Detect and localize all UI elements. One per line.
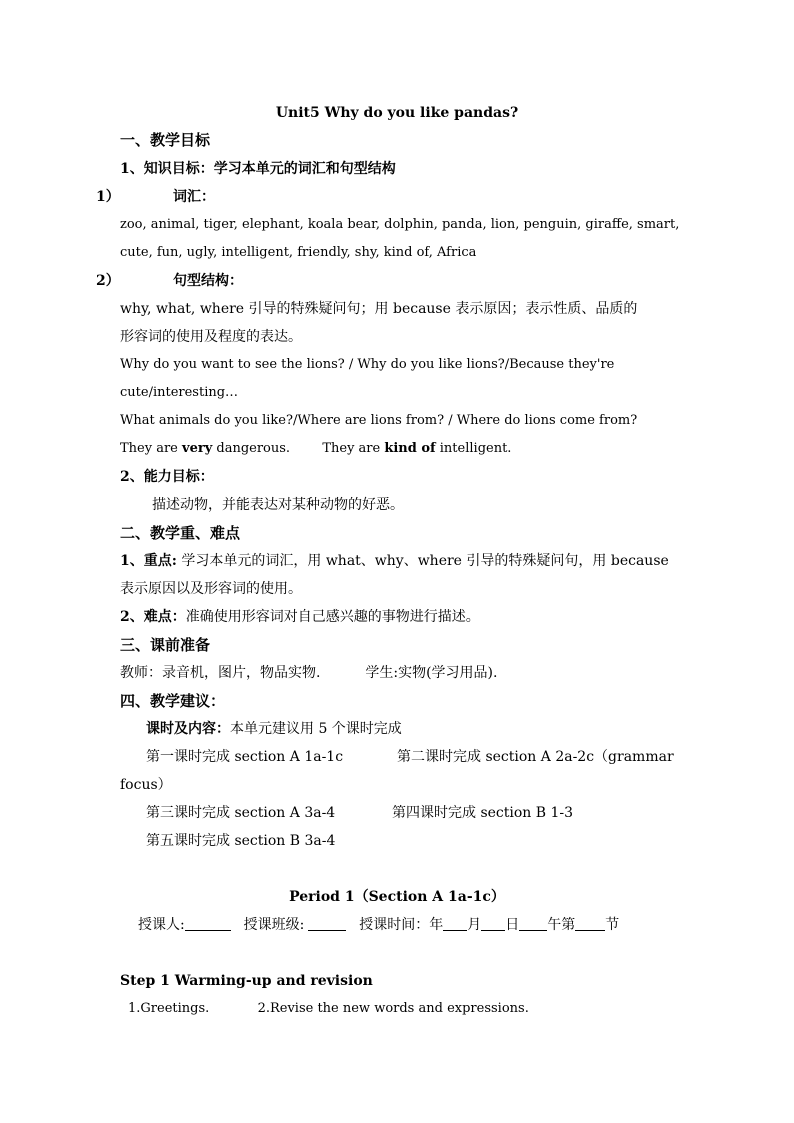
teacher-preparation: 教师：录音机，图片，物品实物. [120, 665, 321, 681]
example-2-pre: They are [322, 441, 385, 456]
vocab-line-1: zoo, animal, tiger, elephant, koala bear, dolphin, panda, lion, penguin, giraffe, smart, [120, 217, 680, 232]
key-point-label: 1、重点: [120, 553, 177, 569]
step-1-item-1: 1.Greetings. [128, 1001, 210, 1016]
example-2-post: intelligent. [435, 441, 512, 456]
vocab-label: 词汇： [173, 189, 215, 205]
preparation-line [120, 659, 672, 687]
structure-label: 句型结构： [173, 273, 243, 289]
knowledge-objective-heading: 1、知识目标：学习本单元的词汇和句型结构 [120, 161, 396, 177]
structure-line-3: Why do you want to see the lions? / Why do you like lions?/Because they're [120, 357, 615, 372]
lesson-info-line [138, 911, 698, 939]
vocab-number: 1） [96, 189, 120, 205]
structure-number: 2） [96, 273, 120, 289]
ampm-blank[interactable] [519, 916, 547, 931]
period-plan-5: 第五课时完成 section B 3a-4 [146, 833, 336, 849]
structure-line-2: 形容词的使用及程度的表达。 [120, 329, 302, 345]
period-plan-2: 第二课时完成 section A 2a-2c（grammar [397, 749, 674, 765]
period-plan-1: 第一课时完成 section A 1a-1c [146, 749, 344, 765]
step-1-heading: Step 1 Warming-up and revision [120, 973, 373, 989]
ability-objective-heading: 2、能力目标： [120, 469, 214, 485]
period-plan-3: 第三课时完成 section A 3a-4 [146, 805, 336, 821]
vocab-line-2: cute, fun, ugly, intelligent, friendly, shy, kind of, Africa [120, 245, 477, 260]
structure-line-5: What animals do you like?/Where are lions from? / Where do lions come from? [120, 413, 638, 428]
month-blank[interactable] [443, 916, 467, 931]
section-preparation-heading: 三、课前准备 [120, 636, 211, 654]
example-2-bold: kind of [384, 441, 436, 456]
section-label: 节 [605, 917, 620, 933]
difficulty-text: 准确使用形容词对自己感兴趣的事物进行描述。 [185, 609, 480, 625]
step-1-item-2: 2.Revise the new words and expressions. [257, 1001, 529, 1016]
ability-objective-text: 描述动物，并能表达对某种动物的好恶。 [152, 497, 404, 513]
period-plan-4: 第四课时完成 section B 1-3 [392, 805, 574, 821]
time-label: 授课时间：年 [359, 917, 444, 933]
class-label: 授课班级: [243, 917, 305, 933]
difficulty-label: 2、难点： [120, 609, 186, 625]
plan-text: 本单元建议用 5 个课时完成 [230, 721, 402, 737]
example-1-bold: very [182, 441, 213, 456]
student-preparation: 学生:实物(学习用品). [365, 665, 498, 681]
section-blank[interactable] [575, 916, 605, 931]
structure-line-4: cute/interesting… [120, 385, 239, 400]
teacher-label: 授课人: [138, 917, 185, 933]
section-objectives-heading: 一、教学目标 [120, 131, 211, 149]
plan-line [146, 715, 698, 743]
month-label: 月 [467, 917, 482, 933]
class-blank[interactable] [308, 916, 346, 931]
period-plan-2-cont: focus） [120, 777, 172, 793]
example-1-pre: They are [120, 441, 183, 456]
key-point-line-1 [120, 547, 672, 575]
day-blank[interactable] [481, 916, 505, 931]
ampm-label: 午第 [547, 917, 576, 933]
example-1-post: dangerous. [212, 441, 291, 456]
page-title: Unit5 Why do you like pandas? [275, 105, 519, 121]
plan-label: 课时及内容： [146, 721, 230, 737]
section-suggestions-heading: 四、教学建议： [120, 692, 226, 710]
step-1-items [128, 995, 680, 1023]
teacher-blank[interactable] [185, 916, 231, 931]
section-key-points-heading: 二、教学重、难点 [120, 524, 241, 542]
period-title: Period 1（Section A 1a-1c） [289, 889, 505, 905]
key-point-line-2: 表示原因以及形容词的使用。 [120, 581, 302, 597]
key-point-text: 学习本单元的词汇，用 what、why、where 引导的特殊疑问句，用 because [176, 553, 669, 569]
day-label: 日 [505, 917, 520, 933]
structure-examples [120, 435, 672, 463]
difficulty-line [120, 603, 672, 631]
structure-line-1: why, what, where 引导的特殊疑问句；用 because 表示原因；表示性质、品质的 [120, 301, 638, 317]
